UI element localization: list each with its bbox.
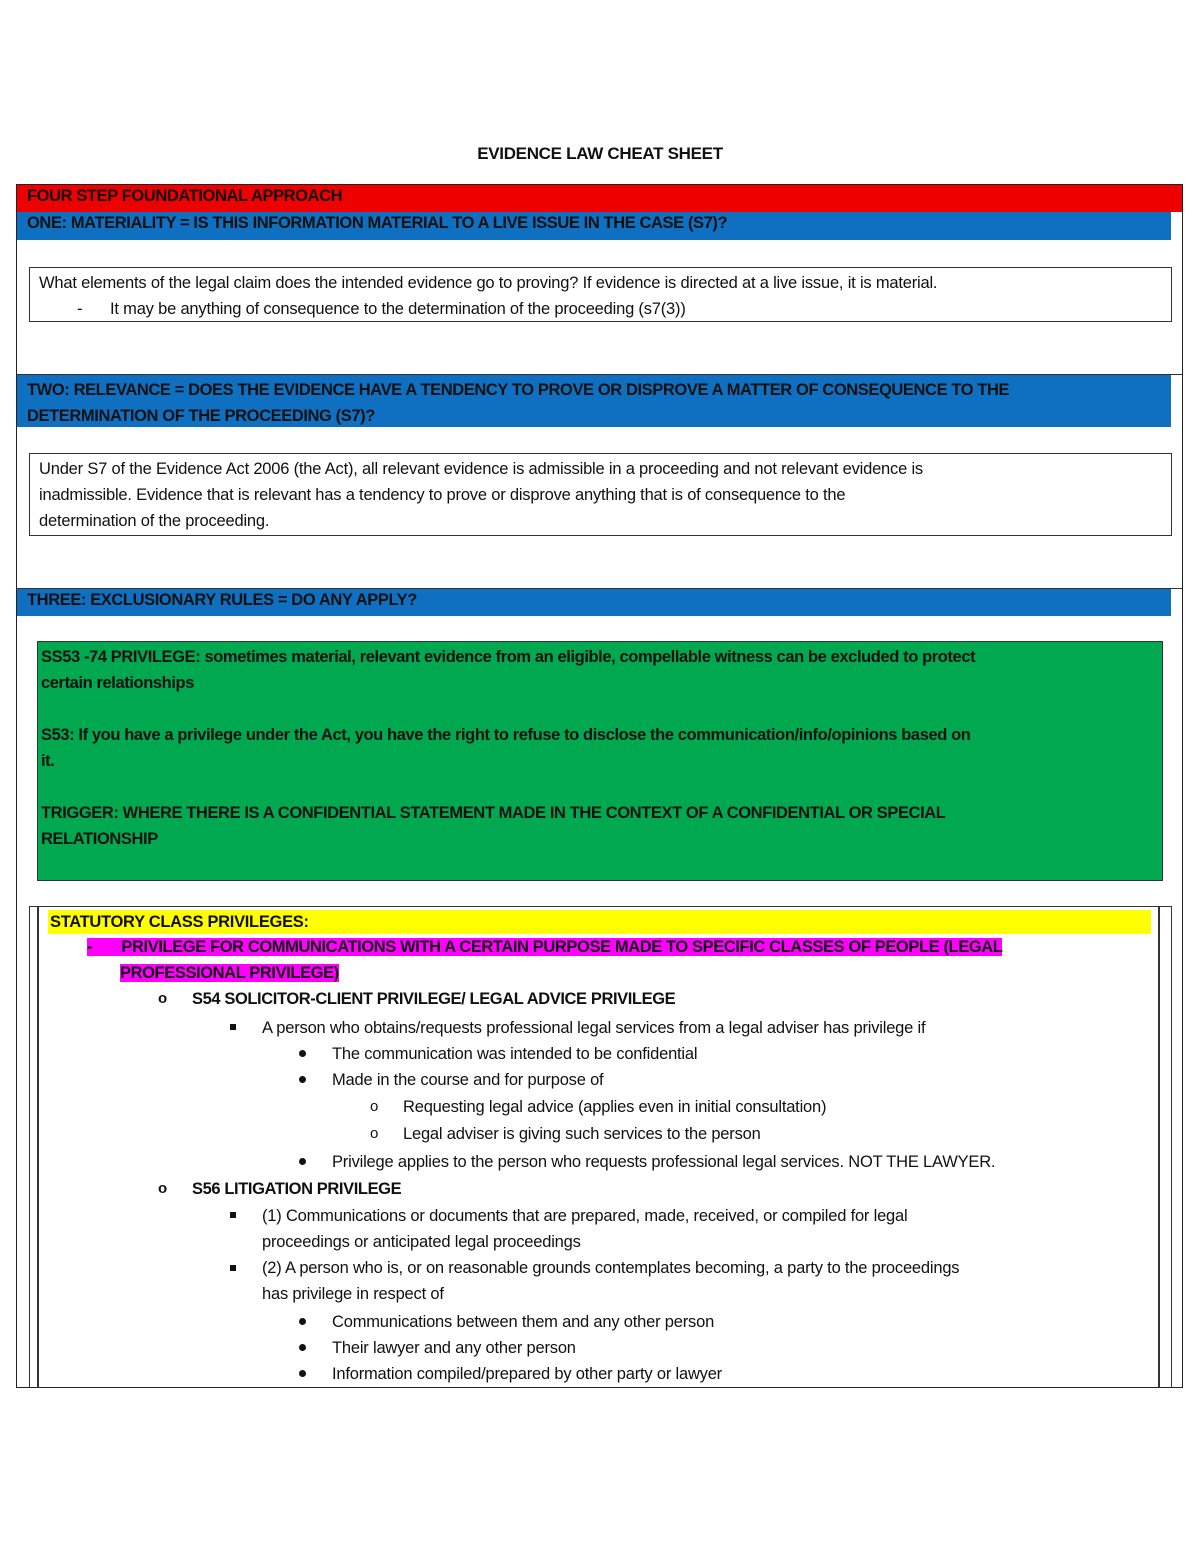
step-one-sub-item [39, 296, 1162, 322]
square-bullet [230, 1265, 236, 1271]
s54-purpose: Requesting legal advice (applies even in initial consultation) [403, 1098, 827, 1116]
privilege-intro [41, 644, 1159, 696]
trigger-text [41, 800, 1159, 852]
circle-marker: o [158, 1180, 167, 1197]
purpose-line: PRIVILEGE FOR COMMUNICATIONS WITH A CERTAIN PURPOSE MADE TO SPECIFIC CLASSES OF PEOPLE (LEGAL [121, 938, 1003, 956]
s54-item: A person who obtains/requests professional legal services from a legal adviser has privilege if [262, 1019, 926, 1037]
circle-marker: o [158, 990, 167, 1007]
s53-line: it. [41, 752, 55, 770]
s56-item-2-cont: has privilege in respect of [262, 1285, 444, 1303]
class-privileges-heading: STATUTORY CLASS PRIVILEGES: [48, 910, 1151, 934]
purpose-line: PROFESSIONAL PRIVILEGE) [120, 964, 339, 982]
step-two-heading [17, 375, 1171, 427]
page-title: EVIDENCE LAW CHEAT SHEET [477, 144, 723, 163]
s56-item-1: (1) Communications or documents that are prepared, made, received, or compiled for legal [262, 1207, 908, 1225]
disc-bullet [299, 1370, 306, 1377]
inner-border-left [37, 906, 39, 1388]
circle-marker: o [370, 1125, 379, 1142]
s56-respect: Information compiled/prepared by other party or lawyer [332, 1365, 722, 1383]
legal-professional-privilege-heading [87, 934, 1002, 986]
inner-border-right [1158, 906, 1160, 1388]
disc-bullet [299, 1344, 306, 1351]
privilege-line: certain relationships [41, 674, 194, 692]
s54-purpose: Legal adviser is giving such services to the person [403, 1125, 761, 1143]
step-one-sub-text: It may be anything of consequence to the determination of the proceeding (s7(3)) [110, 300, 686, 318]
s53-text [41, 722, 1159, 774]
s56-respect: Communications between them and any other person [332, 1313, 715, 1331]
step-two-body-line: Under S7 of the Evidence Act 2006 (the Act), all relevant evidence is admissible in a proceeding and not relevant evidence is [39, 460, 923, 478]
privilege-box [37, 641, 1163, 881]
disc-bullet [299, 1050, 306, 1057]
s54-note: Privilege applies to the person who requests professional legal services. NOT THE LAWYER. [332, 1153, 996, 1171]
step-two-body-line: inadmissible. Evidence that is relevant has a tendency to prove or disprove anything that is of consequence to the [39, 486, 846, 504]
privilege-line: SS53 -74 PRIVILEGE: sometimes material, relevant evidence from an eligible, compellable witness can be excluded to protect [41, 648, 976, 666]
s54-heading: S54 SOLICITOR-CLIENT PRIVILEGE/ LEGAL ADVICE PRIVILEGE [192, 990, 676, 1008]
step-two-body-line: determination of the proceeding. [39, 512, 270, 530]
trigger-line: RELATIONSHIP [41, 830, 158, 848]
s54-condition: Made in the course and for purpose of [332, 1071, 604, 1089]
disc-bullet [299, 1158, 306, 1165]
step-one-box [29, 267, 1172, 322]
step-three-heading: THREE: EXCLUSIONARY RULES = DO ANY APPLY? [17, 589, 1171, 616]
circle-marker: o [370, 1098, 379, 1115]
header-band: FOUR STEP FOUNDATIONAL APPROACH [17, 185, 1182, 212]
disc-bullet [299, 1318, 306, 1325]
square-bullet [230, 1024, 236, 1030]
dash-marker: - [77, 300, 83, 318]
step-two-heading-line: TWO: RELEVANCE = DOES THE EVIDENCE HAVE A TENDENCY TO PROVE OR DISPROVE A MATTER OF CONSEQUENCE TO THE [27, 381, 1010, 399]
s53-line: S53: If you have a privilege under the Act, you have the right to refuse to disclose the communication/info/opinions based on [41, 726, 971, 744]
step-two-box [29, 453, 1172, 536]
s56-item-1-cont: proceedings or anticipated legal proceedings [262, 1233, 581, 1251]
dash-marker: - [87, 938, 93, 956]
square-bullet [230, 1212, 236, 1218]
s56-item-2: (2) A person who is, or on reasonable grounds contemplates becoming, a party to the proceedings [262, 1259, 960, 1277]
step-one-heading: ONE: MATERIALITY = IS THIS INFORMATION MATERIAL TO A LIVE ISSUE IN THE CASE (S7)? [17, 212, 1171, 240]
s56-heading: S56 LITIGATION PRIVILEGE [192, 1180, 402, 1198]
step-two-heading-line: DETERMINATION OF THE PROCEEDING (S7)? [27, 407, 375, 425]
s54-condition: The communication was intended to be confidential [332, 1045, 698, 1063]
s56-respect: Their lawyer and any other person [332, 1339, 576, 1357]
disc-bullet [299, 1076, 306, 1083]
step-one-body: What elements of the legal claim does the intended evidence go to proving? If evidence is directed at a live issue, it is material. [39, 274, 938, 292]
trigger-line: TRIGGER: WHERE THERE IS A CONFIDENTIAL STATEMENT MADE IN THE CONTEXT OF A CONFIDENTIAL OR SPECIAL [41, 804, 946, 822]
